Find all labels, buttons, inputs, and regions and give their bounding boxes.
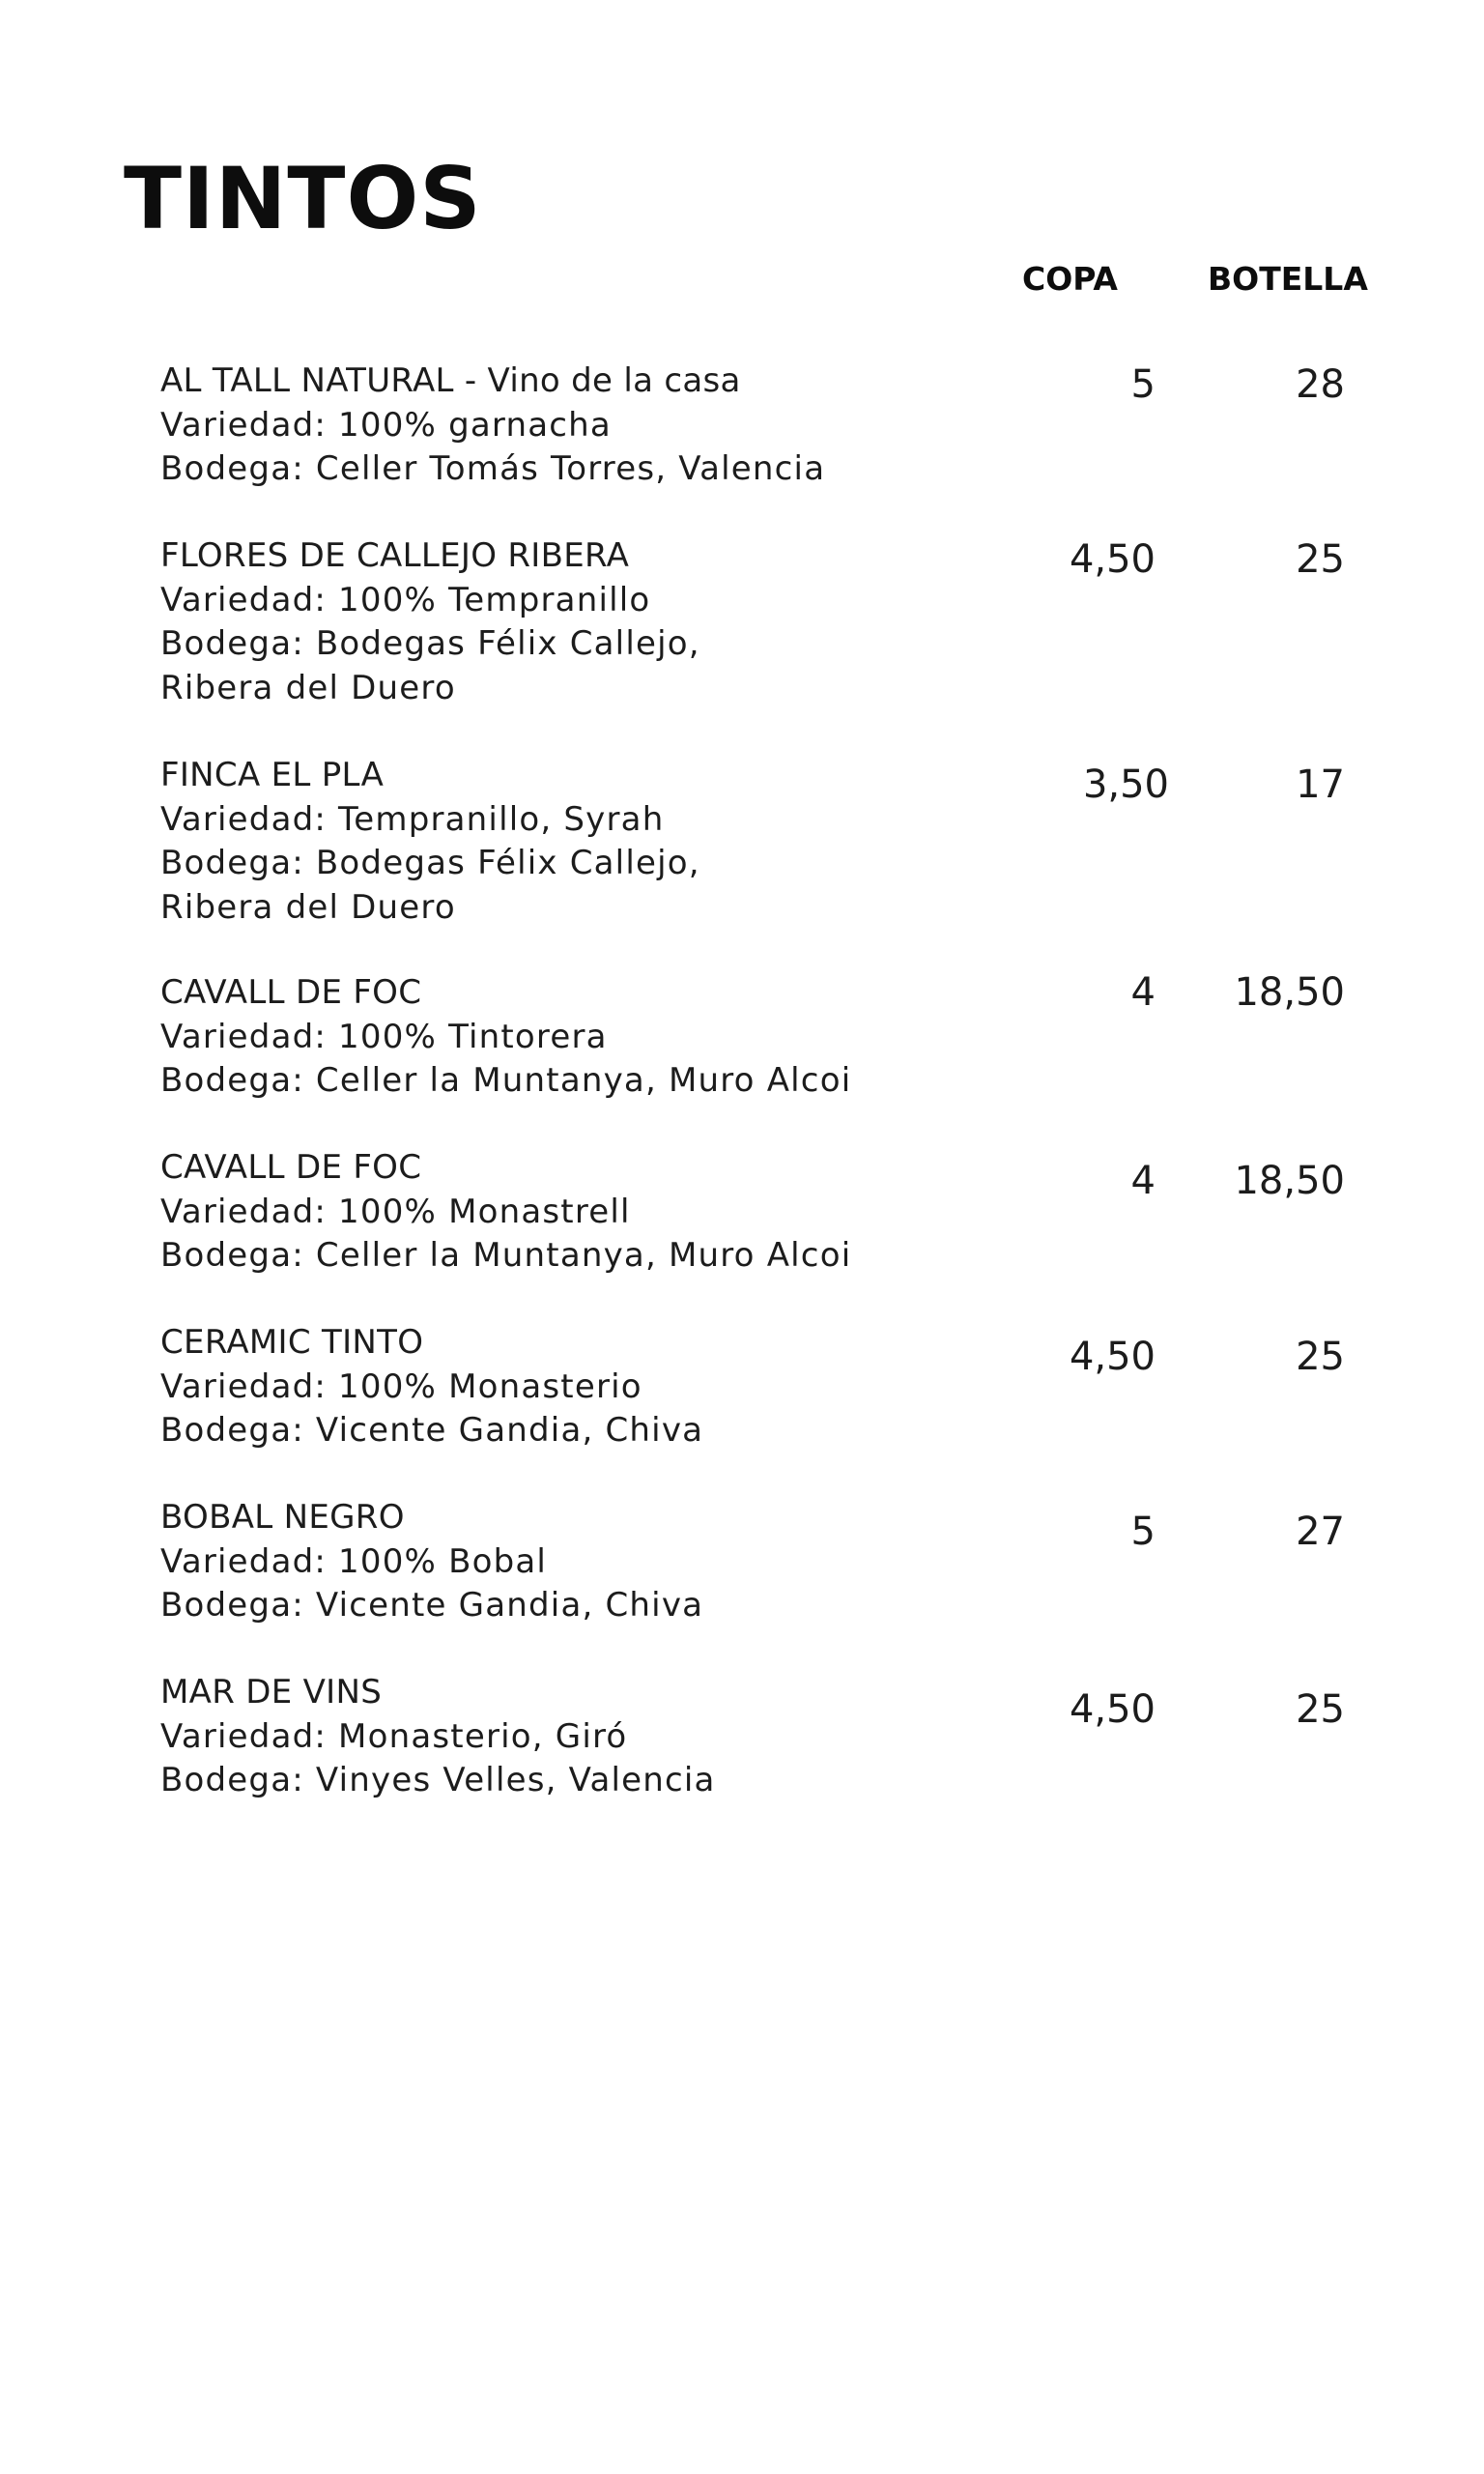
price-copa: 4 (1130, 1159, 1156, 1203)
wine-name: CAVALL DE FOC (160, 1148, 422, 1187)
wine-winery: Bodega: Vicente Gandia, Chiva (160, 1586, 704, 1625)
wine-name: AL TALL NATURAL - Vino de la casa (160, 361, 741, 400)
wine-name: CERAMIC TINTO (160, 1323, 424, 1362)
wine-winery: Bodega: Vinyes Velles, Valencia (160, 1761, 716, 1799)
price-copa: 4,50 (1069, 537, 1156, 582)
wine-variety: Variedad: 100% garnacha (160, 405, 612, 445)
price-botella: 28 (1296, 362, 1345, 407)
wine-description (160, 754, 700, 930)
page-title: TINTOS (124, 149, 482, 248)
price-copa: 5 (1130, 1510, 1156, 1554)
wine-description (160, 1146, 851, 1279)
price-botella: 17 (1296, 762, 1345, 807)
wine-winery: Bodega: Bodegas Félix Callejo, (160, 624, 700, 663)
price-copa: 3,50 (1082, 762, 1169, 807)
wine-variety: Variedad: 100% Monasterio (160, 1366, 642, 1406)
price-copa: 4,50 (1069, 1335, 1156, 1379)
wine-name: BOBAL NEGRO (160, 1498, 405, 1537)
price-copa: 4,50 (1069, 1687, 1156, 1732)
price-copa: 4 (1130, 970, 1156, 1015)
wine-description (160, 1671, 716, 1803)
wine-name: FLORES DE CALLEJO RIBERA (160, 536, 630, 575)
wine-winery: Bodega: Vicente Gandia, Chiva (160, 1411, 704, 1450)
wine-variety: Variedad: 100% Monastrell (160, 1192, 631, 1231)
wine-description (160, 971, 851, 1104)
price-copa: 5 (1130, 362, 1156, 407)
price-botella: 18,50 (1234, 970, 1345, 1015)
wine-name: MAR DE VINS (160, 1673, 383, 1712)
wine-region: Ribera del Duero (160, 668, 456, 707)
wine-winery: Bodega: Bodegas Félix Callejo, (160, 844, 700, 882)
wine-winery: Bodega: Celler Tomás Torres, Valencia (160, 449, 826, 488)
price-botella: 25 (1296, 1335, 1345, 1379)
wine-description (160, 360, 825, 492)
wine-variety: Variedad: Tempranillo, Syrah (160, 799, 665, 839)
wine-name: CAVALL DE FOC (160, 973, 422, 1012)
price-botella: 25 (1296, 1687, 1345, 1732)
wine-description (160, 1496, 703, 1628)
wine-variety: Variedad: 100% Tempranillo (160, 580, 651, 619)
wine-winery: Bodega: Celler la Muntanya, Muro Alcoi (160, 1236, 852, 1275)
column-header-copa: COPA (1022, 260, 1118, 298)
wine-description (160, 1321, 703, 1453)
price-botella: 27 (1296, 1510, 1345, 1554)
wine-variety: Variedad: 100% Tintorera (160, 1017, 608, 1056)
price-botella: 18,50 (1234, 1159, 1345, 1203)
wine-description (160, 534, 700, 710)
column-header-botella: BOTELLA (1208, 260, 1368, 298)
wine-variety: Variedad: Monasterio, Giró (160, 1716, 628, 1756)
price-botella: 25 (1296, 537, 1345, 582)
wine-variety: Variedad: 100% Bobal (160, 1541, 548, 1581)
wine-region: Ribera del Duero (160, 887, 456, 927)
wine-winery: Bodega: Celler la Muntanya, Muro Alcoi (160, 1061, 852, 1100)
wine-name: FINCA EL PLA (160, 756, 385, 794)
